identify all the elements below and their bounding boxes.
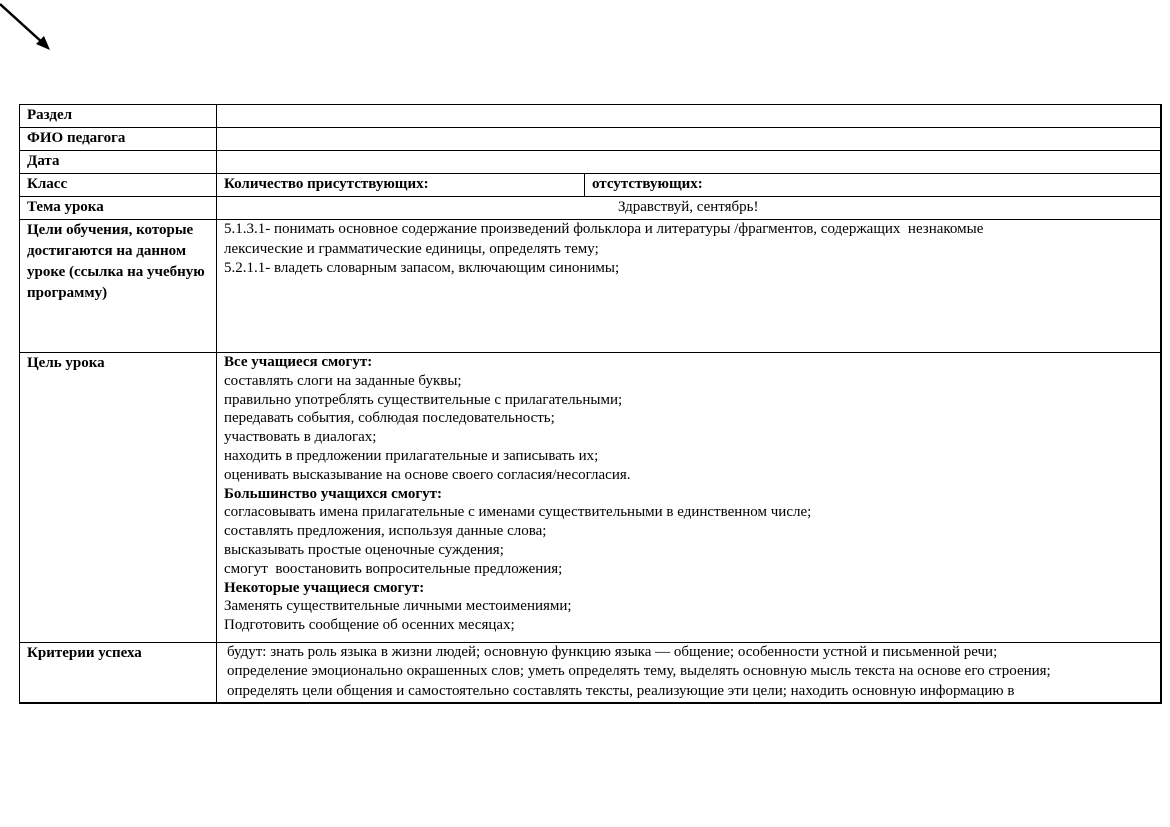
razdel-label: Раздел: [20, 105, 217, 128]
lesson-topic-value: Здравствуй, сентябрь!: [217, 197, 1161, 220]
table-row: [20, 220, 1161, 353]
text-line: оценивать высказывание на основе своего согласия/несогласия.: [224, 466, 631, 483]
table-row: [20, 174, 1161, 197]
table-row: [20, 128, 1161, 151]
table-row: [20, 197, 1161, 220]
text-line: Некоторые учащиеся смогут:: [224, 579, 425, 596]
text-line: правильно употреблять существительные с прилагательными;: [224, 391, 623, 408]
text-line: будут: знать роль языка в жизни людей; основную функцию языка — общение; особенности устной и письменной речи;: [227, 644, 998, 660]
table-row: [20, 151, 1161, 174]
goal-value-cell: [217, 353, 1161, 643]
annotation-arrow-icon: [0, 0, 70, 70]
goal-label: Цель урока: [20, 353, 217, 643]
text-line: находить в предложении прилагательные и записывать их;: [224, 447, 599, 464]
text-line: передавать события, соблюдая последовательность;: [224, 410, 555, 427]
text-line: 5.2.1.1- владеть словарным запасом, включающим синонимы;: [224, 260, 620, 276]
text-line: определять цели общения и самостоятельно составлять тексты, реализующие эти цели; находить основную информацию в: [227, 682, 1015, 699]
text-line: участвовать в диалогах;: [224, 429, 377, 446]
razdel-value-cell: [217, 105, 1161, 128]
criteria-label: Критерии успеха: [20, 643, 217, 704]
text-line: согласовывать имена прилагательные с именами существительными в единственном числе;: [224, 504, 812, 521]
text-line: составлять слоги на заданные буквы;: [224, 372, 462, 389]
table-row: [20, 105, 1161, 128]
tema-label: Тема урока: [20, 197, 217, 220]
text-line: Большинство учащихся смогут:: [224, 485, 442, 502]
lesson-plan-table: [19, 104, 1162, 704]
text-line: высказывать простые оценочные суждения;: [224, 541, 504, 558]
criteria-value-cell: [217, 643, 1161, 704]
text-line: смогут воостановить вопросительные предложения;: [224, 560, 563, 577]
absent-count-label: отсутствующих:: [585, 174, 1161, 197]
text-line: Подготовить сообщение об осенних месяцах;: [224, 617, 515, 634]
data-label: Дата: [20, 151, 217, 174]
present-count-label: Количество присутствующих:: [217, 174, 585, 197]
text-line: определение эмоционально окрашенных слов; уметь определять тему, выделять основную мысль текста на основе его строения;: [227, 663, 1051, 680]
klass-label: Класс: [20, 174, 217, 197]
text-line: составлять предложения, используя данные слова;: [224, 523, 547, 540]
table-row: [20, 643, 1161, 704]
objectives-label: Цели обучения, которые достигаются на данном уроке (ссылка на учебную программу): [20, 220, 217, 353]
fio-value-cell: [217, 128, 1161, 151]
table-row: [20, 353, 1161, 643]
text-line: лексические и грамматические единицы, определять тему;: [224, 240, 599, 257]
text-line: Заменять существительные личными местоимениями;: [224, 598, 572, 615]
text-line: Все учащиеся смогут:: [224, 354, 373, 370]
fio-label: ФИО педагога: [20, 128, 217, 151]
objectives-value-cell: [217, 220, 1161, 353]
data-value-cell: [217, 151, 1161, 174]
text-line: 5.1.3.1- понимать основное содержание произведений фольклора и литературы /фрагментов, содержащих незнакомые: [224, 221, 984, 237]
